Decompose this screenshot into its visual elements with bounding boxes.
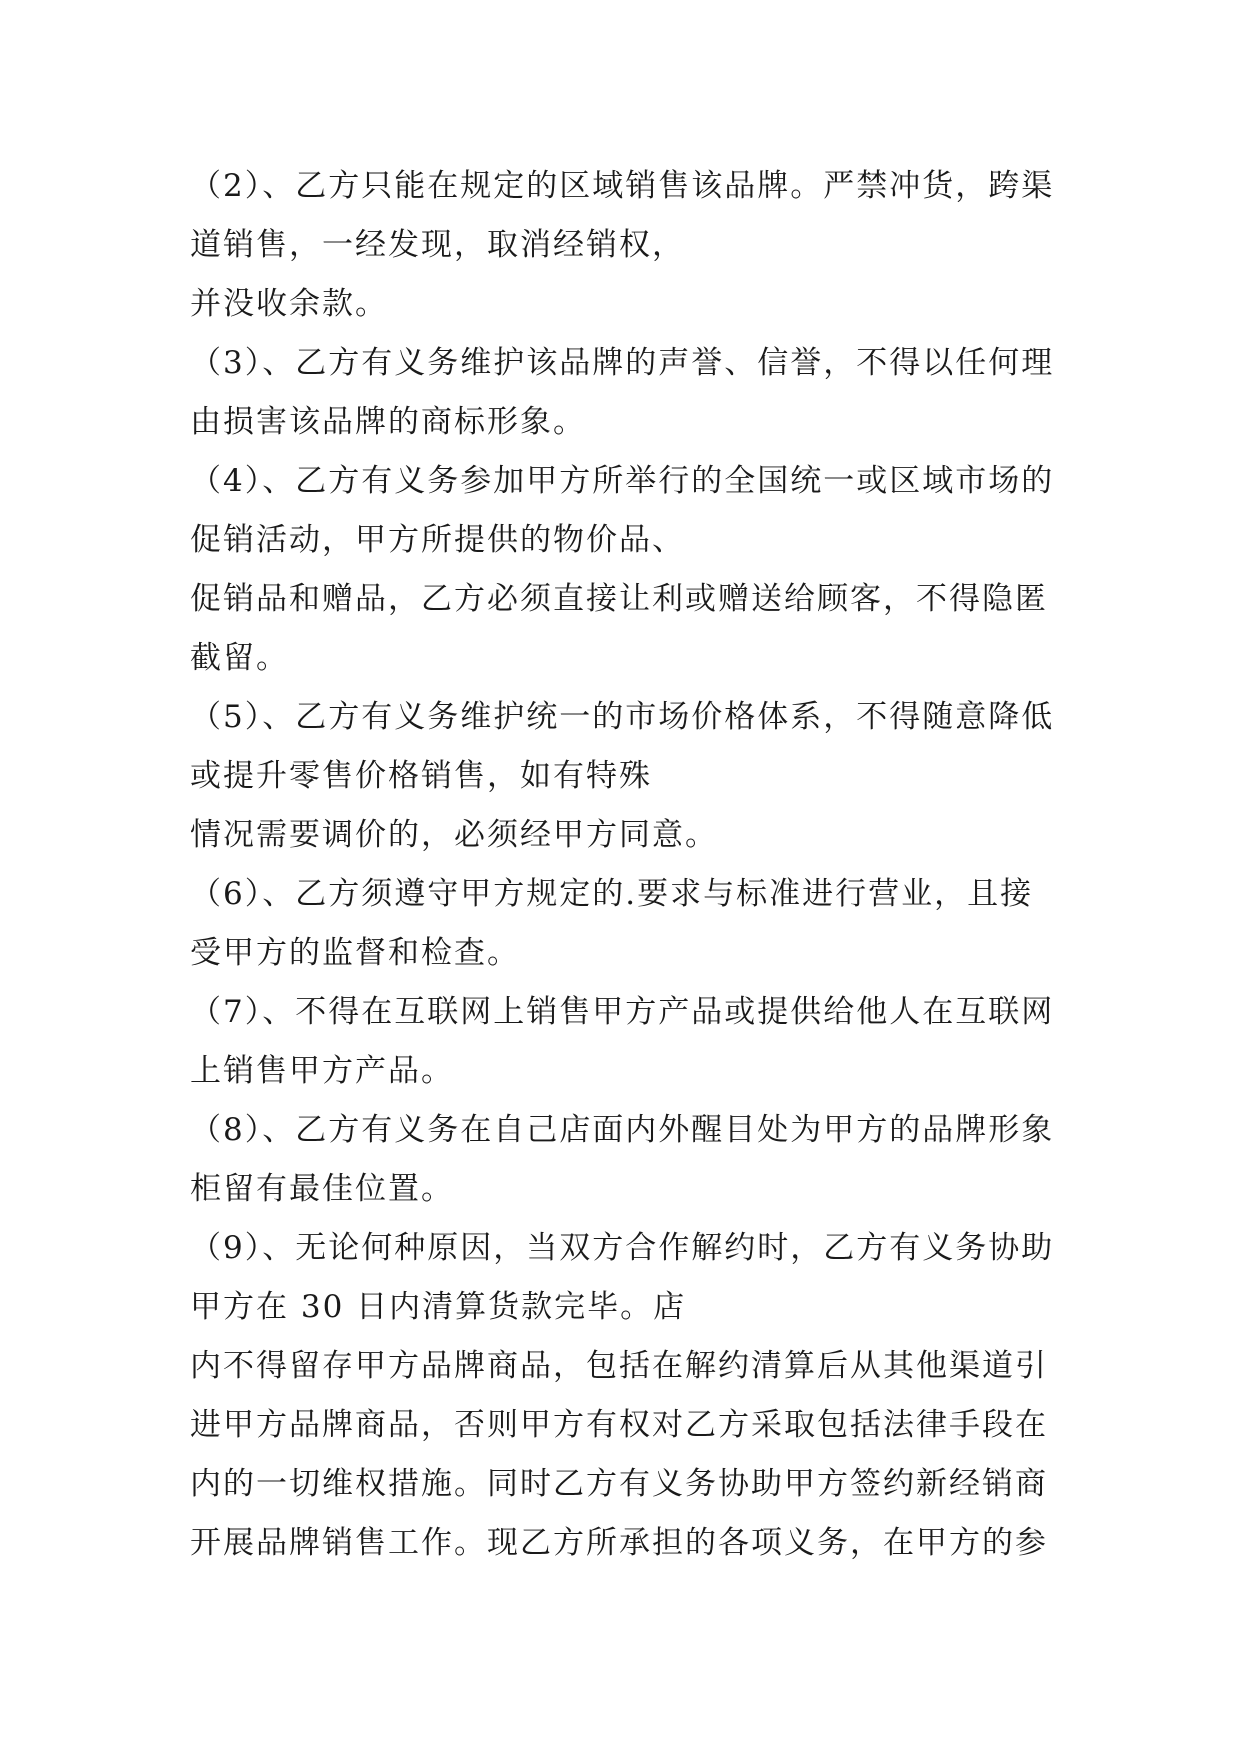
text-line: 进甲方品牌商品，否则甲方有权对乙方采取包括法律手段在 bbox=[190, 1407, 1048, 1443]
text-line: （3）、乙方有义务维护该品牌的声誉、信誉，不得以任何理 bbox=[190, 345, 1055, 381]
text-line: 截留。 bbox=[190, 640, 289, 676]
text-line: 柜留有最佳位置。 bbox=[190, 1171, 454, 1207]
text-line: 内不得留存甲方品牌商品，包括在解约清算后从其他渠道引 bbox=[190, 1348, 1048, 1384]
text-line: 道销售，一经发现，取消经销权， bbox=[190, 227, 685, 263]
text-line: 情况需要调价的，必须经甲方同意。 bbox=[190, 817, 718, 853]
text-line: 内的一切维权措施。同时乙方有义务协助甲方签约新经销商 bbox=[190, 1466, 1048, 1502]
text-line: （6）、乙方须遵守甲方规定的.要求与标准进行营业，且接 bbox=[190, 876, 1034, 912]
text-line: 并没收余款。 bbox=[190, 286, 388, 322]
text-line: 由损害该品牌的商标形象。 bbox=[190, 404, 586, 440]
text-line: （7）、不得在互联网上销售甲方产品或提供给他人在互联网 bbox=[190, 994, 1055, 1030]
text-line: 甲方在 30 日内清算货款完毕。店 bbox=[190, 1289, 687, 1325]
text-line: 促销活动，甲方所提供的物价品、 bbox=[190, 522, 685, 558]
text-line: 或提升零售价格销售，如有特殊 bbox=[190, 758, 652, 794]
text-line: 受甲方的监督和检查。 bbox=[190, 935, 520, 971]
text-line: （5）、乙方有义务维护统一的市场价格体系，不得随意降低 bbox=[190, 699, 1055, 735]
text-line: 促销品和赠品，乙方必须直接让利或赠送给顾客，不得隐匿 bbox=[190, 581, 1048, 617]
text-line: （8）、乙方有义务在自己店面内外醒目处为甲方的品牌形象 bbox=[190, 1112, 1055, 1148]
text-line: 开展品牌销售工作。现乙方所承担的各项义务，在甲方的参 bbox=[190, 1525, 1048, 1561]
text-line: （9）、无论何种原因，当双方合作解约时，乙方有义务协助 bbox=[190, 1230, 1055, 1266]
text-line: （2）、乙方只能在规定的区域销售该品牌。严禁冲货，跨渠 bbox=[190, 168, 1055, 204]
text-line: （4）、乙方有义务参加甲方所举行的全国统一或区域市场的 bbox=[190, 463, 1055, 499]
text-line: 上销售甲方产品。 bbox=[190, 1053, 454, 1089]
